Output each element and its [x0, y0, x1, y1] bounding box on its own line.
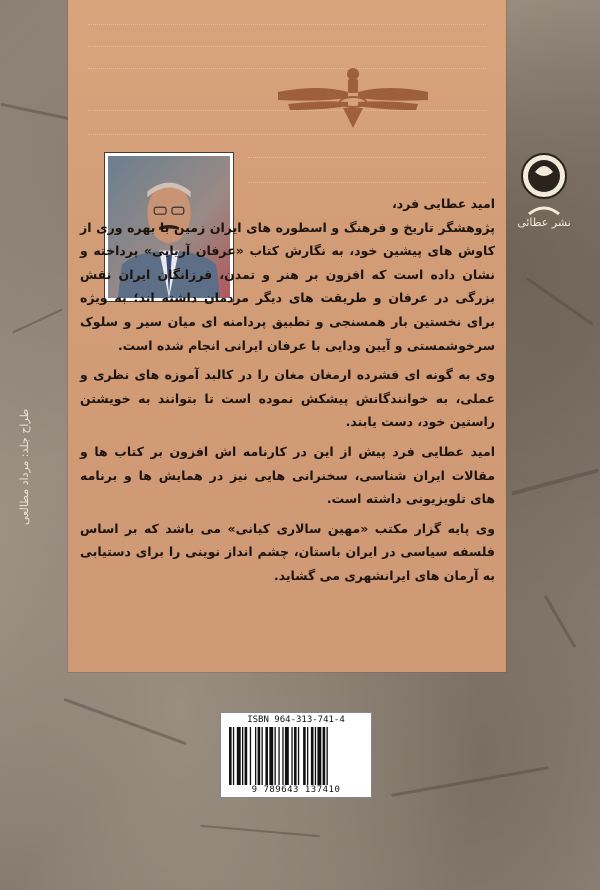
isbn-label: ISBN 964-313-741-4	[247, 715, 345, 725]
isbn-barcode	[220, 712, 372, 798]
bio-heading: امید عطایی فرد،	[392, 196, 495, 211]
barcode-bars	[229, 727, 365, 785]
bio-paragraph: پژوهشگر تاریخ و فرهنگ و اسطوره های ایران زمین با بهره وری از کاوش های پیشین خود، به نگارش کتاب «عرفان آریایی» پرداخته و نشان داده است که افزون بر هنر و تمدن، فرزانگان ایران نقش بزرگی در عرفان و طریقت های دیگر مردمان داشته اند؛ به ویژه برای نخستین بار همسنجی و تطبیق پردامنه ای میان سیر و سلوک سرخوشمستی و آیین ودایی با عرفان ایرانی انجام شده است.	[80, 219, 495, 353]
decorative-script-line	[248, 143, 486, 158]
faravahar-icon	[268, 62, 438, 132]
bio-paragraph: امید عطایی فرد پیش از این در کارنامه اش افزون بر کتاب ها و مقالات ایران شناسی، سخنرانی هایی نیز در همایش ها و برنامه های تلویزیونی داشته است.	[80, 443, 495, 507]
author-biography	[80, 192, 495, 588]
stone-texture	[12, 308, 63, 333]
barcode-number: 9 789643 137410	[251, 785, 341, 795]
bio-paragraph: وی به گونه ای فشرده ارمغان مغان را در کالبد آموزه های نظری و عملی، به خوانندگانش پیشکش نموده است تا بتوانند به خویشتن راستین خود، دست یابند.	[80, 367, 495, 430]
stone-texture	[200, 825, 320, 837]
stone-texture	[526, 277, 593, 325]
decorative-script-line	[88, 32, 486, 47]
decorative-script-line	[248, 168, 486, 183]
publisher-seal-text: نشر عطائی	[517, 216, 571, 229]
stone-texture	[0, 103, 69, 120]
stone-texture	[391, 766, 549, 797]
publisher-logo	[515, 150, 573, 230]
stone-texture	[511, 468, 599, 495]
bio-paragraph: وی پایه گزار مکتب «مهین سالاری کیانی» می باشد که بر اساس فلسفه سیاسی در ایران باستان، چشم انداز نوینی را برای دستیابی به آرمان های ایرانشهری می گشاید.	[80, 520, 495, 583]
stone-texture	[63, 698, 186, 745]
cover-designer-credit: طراح جلد: مرداد مطالعی	[18, 408, 31, 525]
decorative-script-line	[88, 10, 486, 25]
stone-texture	[544, 595, 577, 648]
